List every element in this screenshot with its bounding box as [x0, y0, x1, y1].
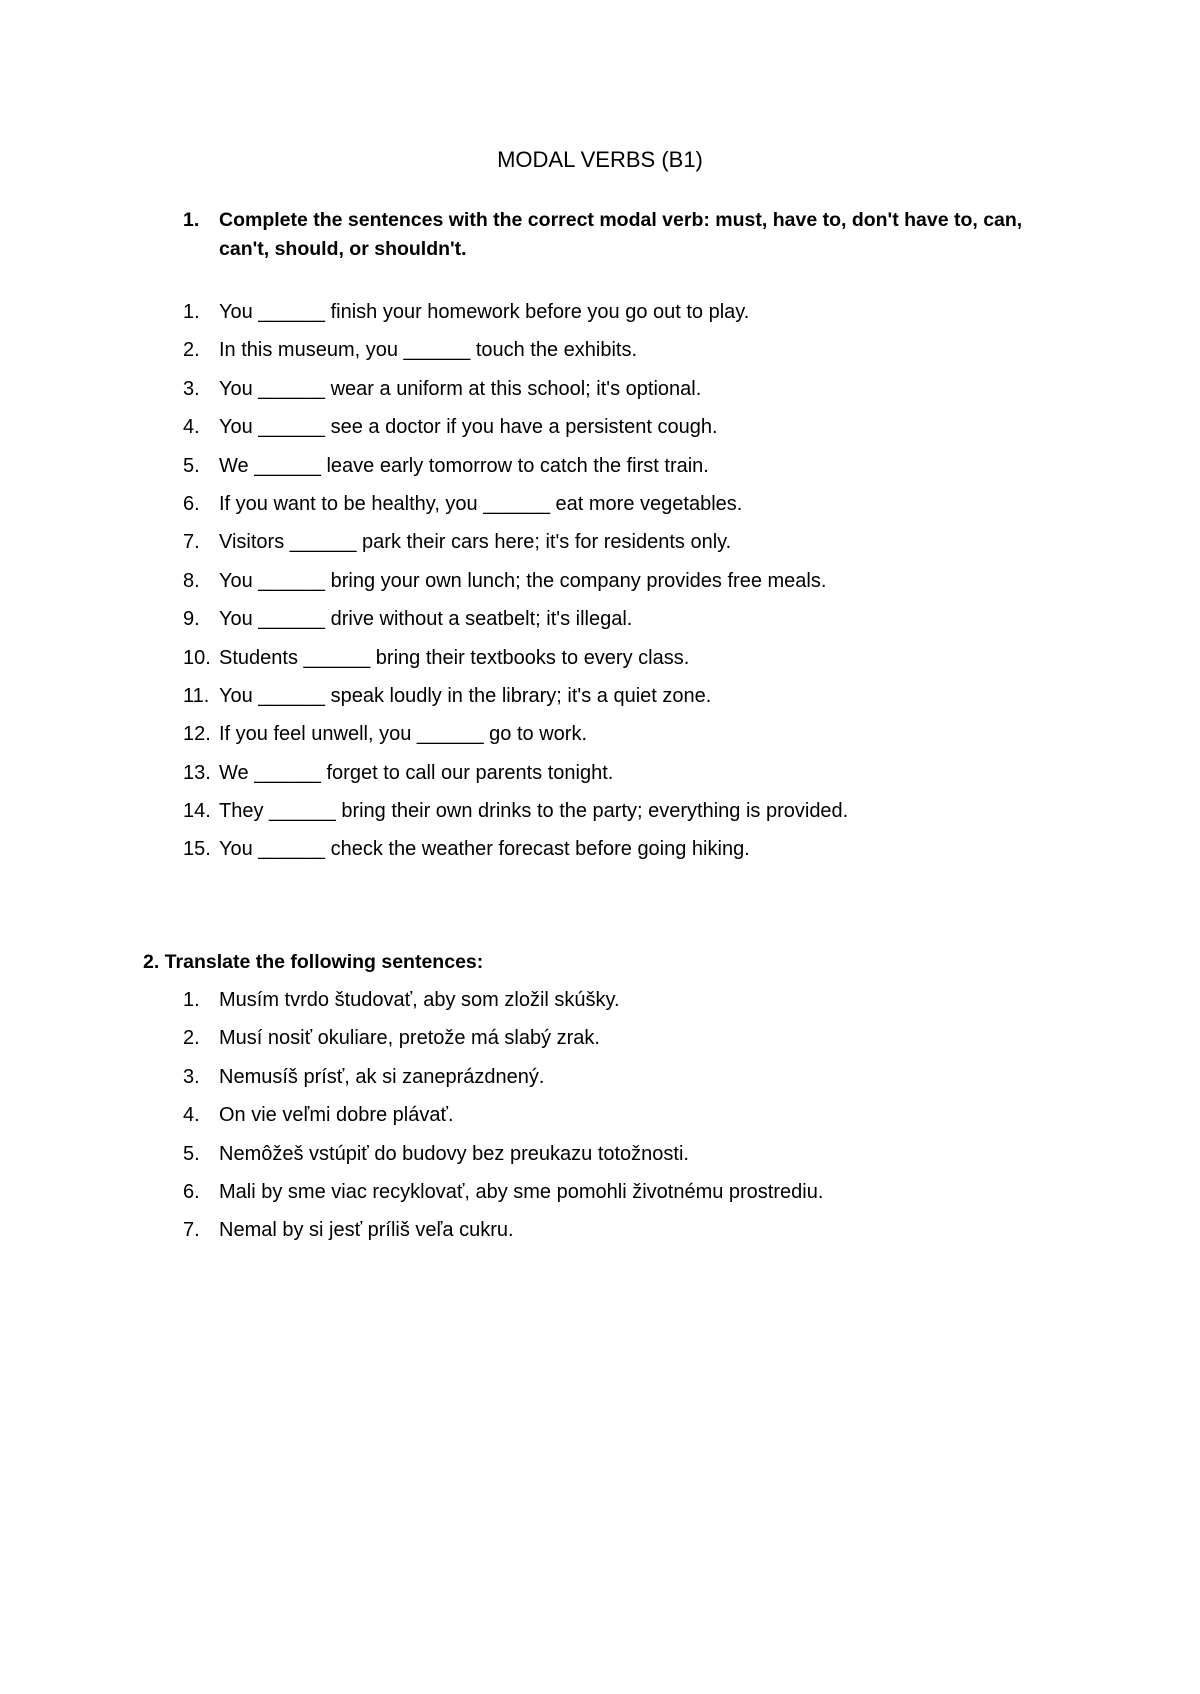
list-item: [183, 331, 848, 369]
list-item-text: Nemal by si jesť príliš veľa cukru.: [219, 1219, 514, 1242]
list-item-number: 2.: [183, 339, 200, 362]
list-item: [183, 600, 848, 638]
list-item-text: Musí nosiť okuliare, pretože má slabý zrak.: [219, 1027, 600, 1050]
list-item: [183, 754, 848, 792]
list-item-number: 4.: [183, 1104, 200, 1127]
list-item-text: We ______ leave early tomorrow to catch the first train.: [219, 454, 709, 477]
list-item: [183, 523, 848, 561]
list-item-text: Visitors ______ park their cars here; it's for residents only.: [219, 531, 732, 554]
list-item: [183, 1019, 823, 1057]
list-item-number: 5.: [183, 1142, 200, 1165]
list-item-number: 3.: [183, 377, 200, 400]
list-item: [183, 1211, 823, 1249]
list-item-number: 7.: [183, 531, 200, 554]
list-item-text: You ______ bring your own lunch; the company provides free meals.: [219, 569, 827, 592]
list-item: [183, 370, 848, 408]
list-item-number: 6.: [183, 1180, 200, 1203]
list-item: [183, 447, 848, 485]
list-item-number: 1.: [183, 989, 200, 1011]
list-item-number: 3.: [183, 1065, 200, 1088]
list-item-number: 14.: [183, 800, 211, 823]
list-item-text: You ______ drive without a seatbelt; it's illegal.: [219, 608, 633, 631]
list-item-text: You ______ wear a uniform at this school; it's optional.: [219, 377, 702, 400]
list-item: [183, 293, 848, 331]
list-item: [183, 639, 848, 677]
list-item: [183, 677, 848, 715]
section-2-heading: 2. Translate the following sentences:: [143, 951, 484, 973]
list-item-text: In this museum, you ______ touch the exhibits.: [219, 339, 638, 362]
list-item-text: If you want to be healthy, you ______ eat more vegetables.: [219, 492, 743, 515]
list-item-number: 15.: [183, 838, 211, 861]
list-item-number: 4.: [183, 416, 200, 439]
list-item-number: 6.: [183, 492, 200, 515]
list-item-text: You ______ check the weather forecast before going hiking.: [219, 838, 750, 861]
page-title: MODAL VERBS (B1): [497, 147, 703, 172]
list-item: [183, 485, 848, 523]
section-1-number: 1.: [183, 209, 200, 231]
list-item-number: 5.: [183, 454, 200, 477]
list-item-number: 8.: [183, 569, 200, 592]
list-item-number: 9.: [183, 608, 200, 631]
list-item-text: Nemusíš prísť, ak si zaneprázdnený.: [219, 1065, 545, 1088]
list-item-number: 11.: [183, 684, 210, 707]
list-item-text: You ______ see a doctor if you have a persistent cough.: [219, 416, 718, 439]
list-item-number: 2.: [183, 1027, 200, 1050]
list-item: [183, 715, 848, 753]
list-item: [183, 792, 848, 830]
list-item-text: They ______ bring their own drinks to the party; everything is provided.: [219, 800, 849, 823]
list-item: [183, 830, 848, 868]
section-1-heading: [183, 206, 1063, 264]
list-item-text: Mali by sme viac recyklovať, aby sme pomohli životnému prostrediu.: [219, 1180, 824, 1203]
list-item-text: Musím tvrdo študovať, aby som zložil skúšky.: [219, 989, 620, 1011]
list-item-number: 10.: [183, 646, 211, 669]
list-item: [183, 562, 848, 600]
list-item-number: 12.: [183, 723, 211, 746]
list-item: [183, 1173, 823, 1211]
list-item-number: 1.: [183, 301, 200, 323]
list-item-text: You ______ speak loudly in the library; it's a quiet zone.: [219, 684, 712, 707]
section-2-list: [183, 981, 823, 1250]
list-item-number: 7.: [183, 1219, 200, 1242]
list-item: [183, 1135, 823, 1173]
list-item: [183, 1096, 823, 1134]
list-item-text: You ______ finish your homework before you go out to play.: [219, 301, 750, 323]
list-item-text: If you feel unwell, you ______ go to work.: [219, 723, 588, 746]
section-1-list: [183, 293, 848, 869]
list-item-text: Nemôžeš vstúpiť do budovy bez preukazu totožnosti.: [219, 1142, 689, 1165]
section-1-instructions: Complete the sentences with the correct modal verb: must, have to, don't have to, can, can't, should, or shouldn't.: [219, 209, 1023, 260]
list-item-text: We ______ forget to call our parents tonight.: [219, 761, 614, 784]
list-item: [183, 408, 848, 446]
list-item-text: On vie veľmi dobre plávať.: [219, 1104, 454, 1127]
list-item: [183, 1058, 823, 1096]
list-item-number: 13.: [183, 761, 211, 784]
list-item-text: Students ______ bring their textbooks to every class.: [219, 646, 690, 669]
list-item: [183, 981, 823, 1019]
